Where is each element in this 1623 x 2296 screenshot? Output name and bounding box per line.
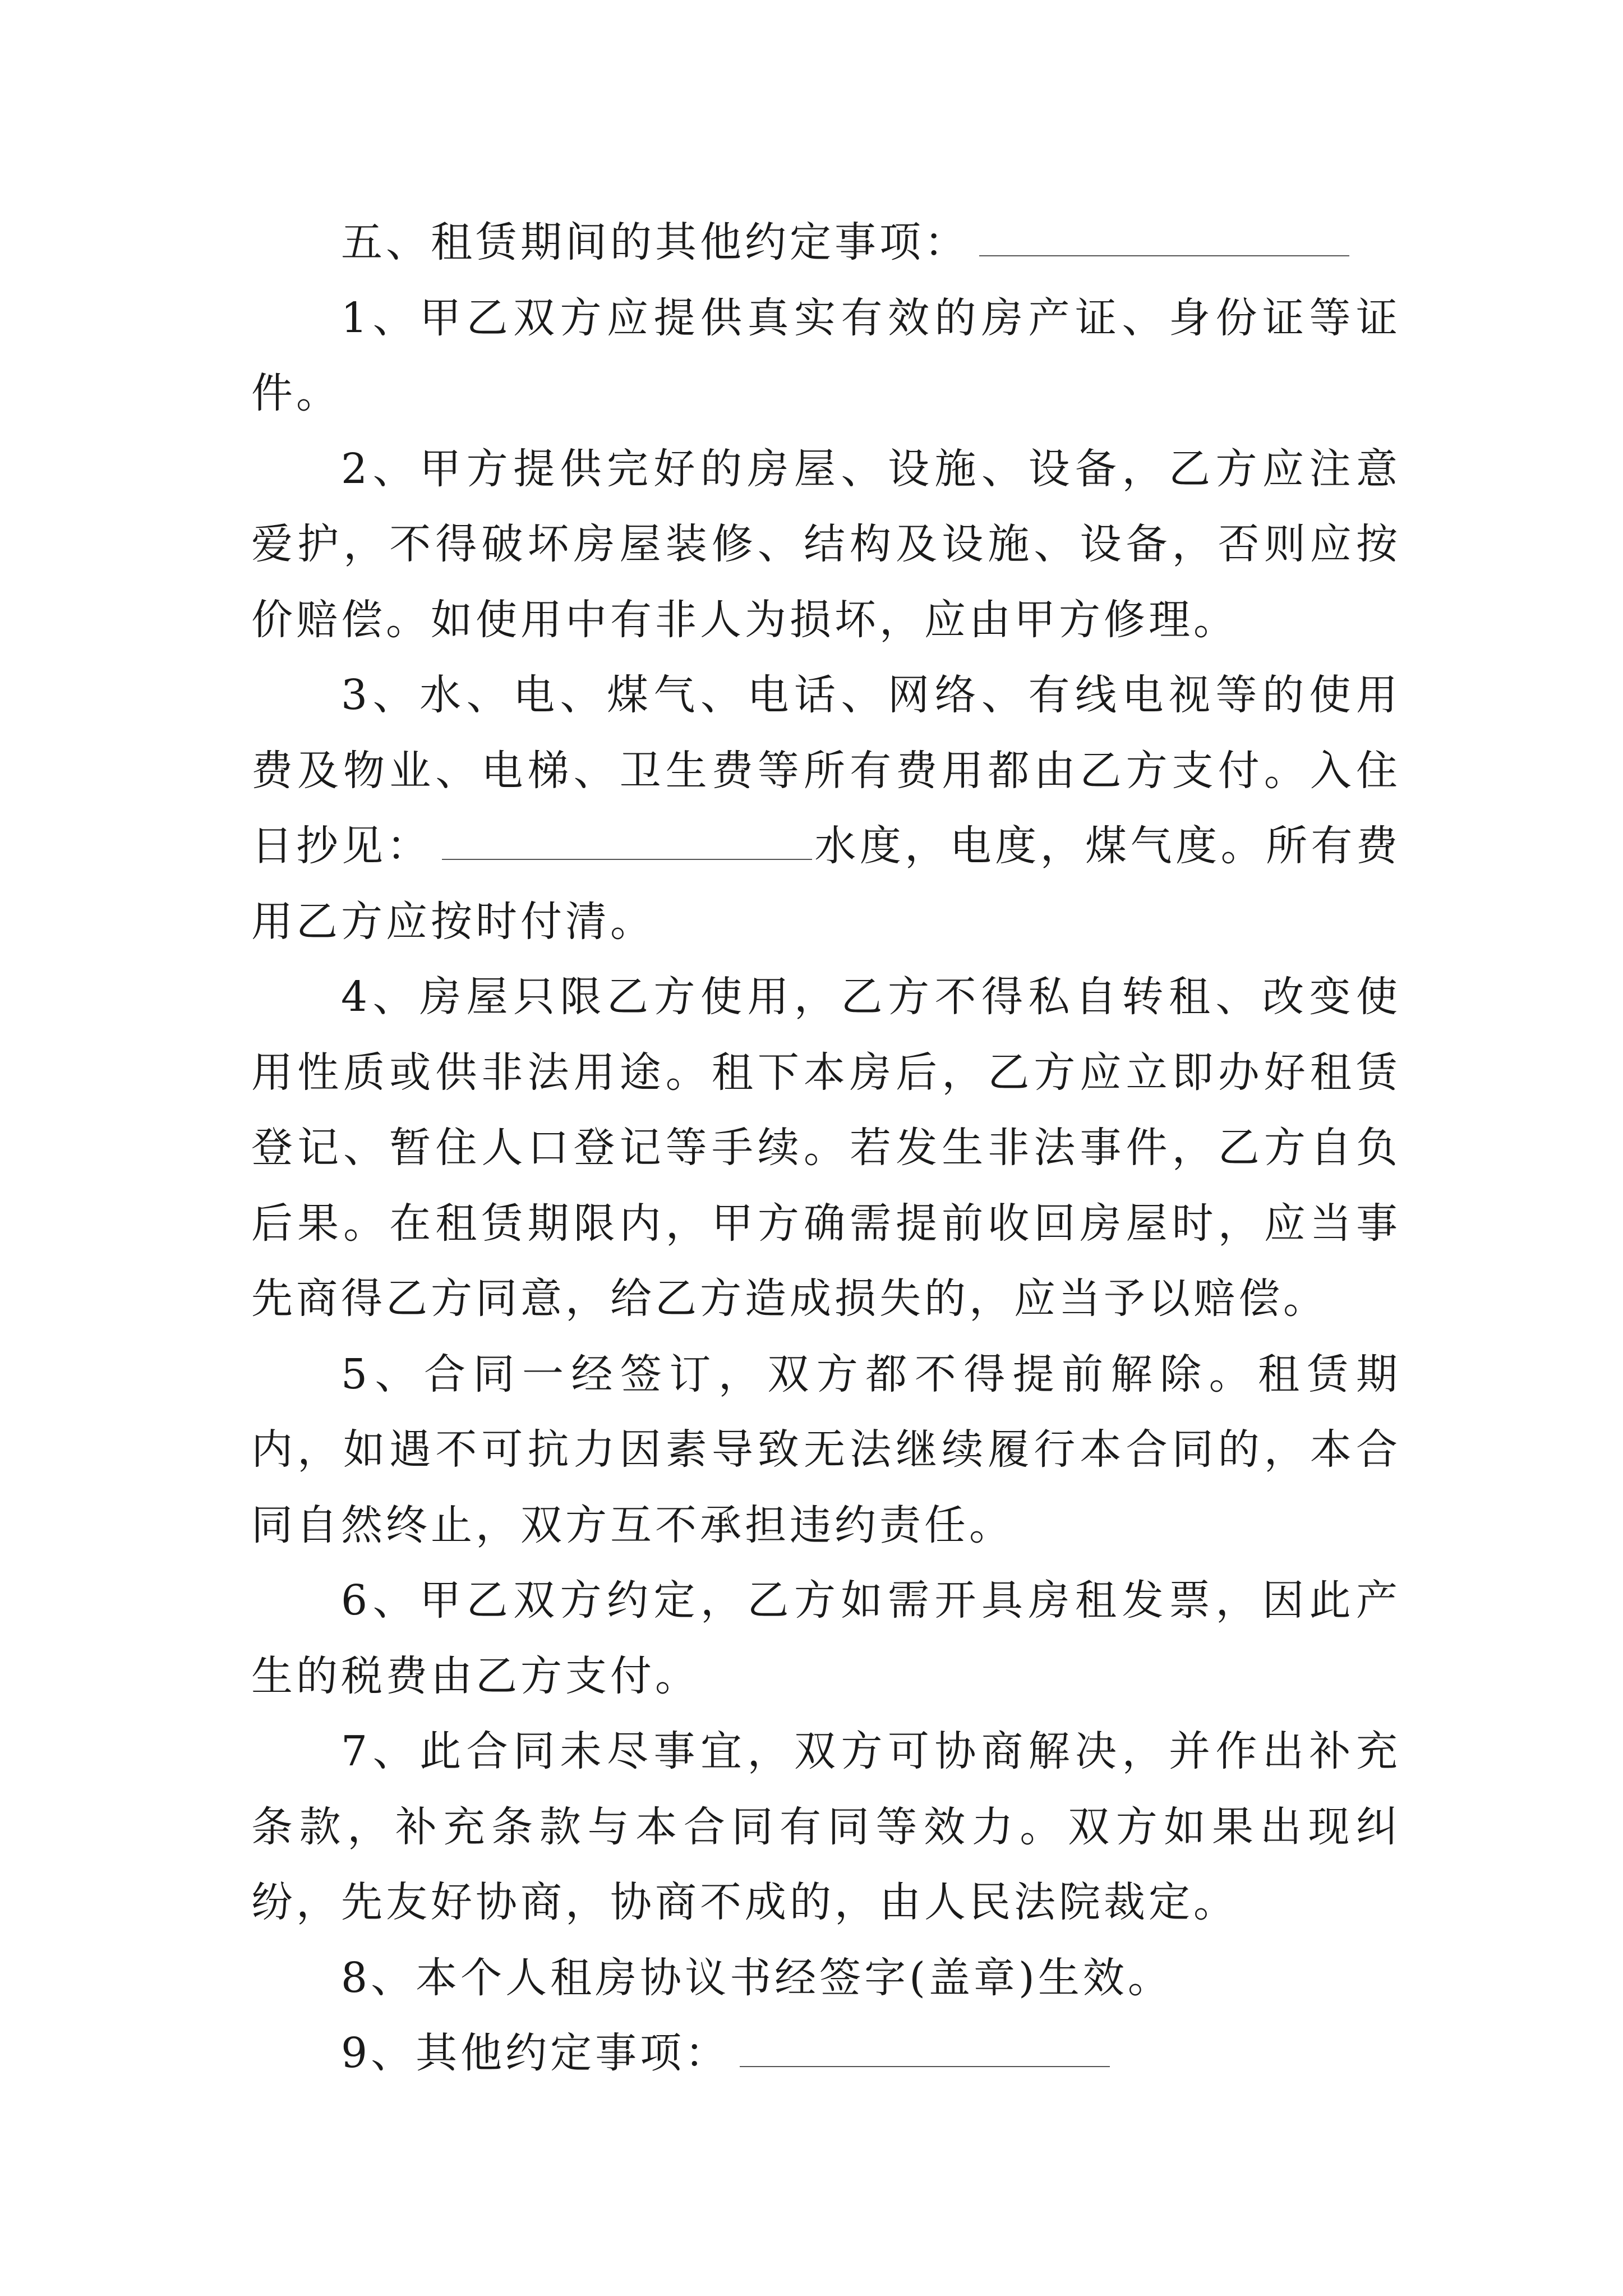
clause-4 bbox=[251, 959, 1401, 1337]
clause-2 bbox=[251, 431, 1401, 658]
clause-3-text-after-blank: 水度，电度，煤气度。所有费用乙方应按时付清。 bbox=[251, 822, 1401, 946]
fill-in-blank-line[interactable] bbox=[979, 216, 1349, 256]
clause-3-text-before-blank: 3、水、电、煤气、电话、网络、有线电视等的使用费及物业、电梯、卫生费等所有费用都由乙方支付。入住日抄见： bbox=[251, 671, 1401, 870]
section-heading: 五、租赁期间的其他约定事项： bbox=[341, 218, 969, 266]
clause-7-text: 7、此合同未尽事宜，双方可协商解决，并作出补充条款，补充条款与本合同有同等效力。双方如果出现纠纷，先友好协商，协商不成的，由人民法院裁定。 bbox=[251, 1727, 1401, 1926]
clause-9-text: 9、其他约定事项： bbox=[341, 2029, 730, 2077]
contract-body bbox=[251, 205, 1401, 2091]
clause-8 bbox=[251, 1940, 1401, 2016]
clause-9 bbox=[251, 2016, 1401, 2091]
other-terms-blank-line[interactable] bbox=[740, 2027, 1110, 2067]
clause-6-text: 6、甲乙双方约定，乙方如需开具房租发票，因此产生的税费由乙方支付。 bbox=[251, 1576, 1401, 1700]
section-heading-paragraph bbox=[251, 205, 1401, 280]
clause-5 bbox=[251, 1337, 1401, 1563]
clause-5-text: 5、合同一经签订，双方都不得提前解除。租赁期内，如遇不可抗力因素导致无法继续履行本合同的，本合同自然终止，双方互不承担违约责任。 bbox=[251, 1350, 1401, 1549]
meter-reading-blank-line[interactable] bbox=[442, 820, 812, 860]
clause-4-text: 4、房屋只限乙方使用，乙方不得私自转租、改变使用性质或供非法用途。租下本房后，乙方应立即办好租赁登记、暂住人口登记等手续。若发生非法事件，乙方自负后果。在租赁期限内，甲方确需提前收回房屋时，应当事先商得乙方同意，给乙方造成损失的，应当予以赔偿。 bbox=[251, 973, 1401, 1323]
clause-3 bbox=[251, 657, 1401, 959]
clause-6 bbox=[251, 1563, 1401, 1714]
clause-7 bbox=[251, 1714, 1401, 1940]
clause-2-text: 2、甲方提供完好的房屋、设施、设备，乙方应注意爱护，不得破坏房屋装修、结构及设施、设备，否则应按价赔偿。如使用中有非人为损坏，应由甲方修理。 bbox=[251, 444, 1401, 644]
clause-8-text: 8、本个人租房协议书经签字(盖章)生效。 bbox=[341, 1953, 1173, 2002]
clause-1-text: 1、甲乙双方应提供真实有效的房产证、身份证等证件。 bbox=[251, 293, 1401, 417]
clause-1 bbox=[251, 280, 1401, 431]
